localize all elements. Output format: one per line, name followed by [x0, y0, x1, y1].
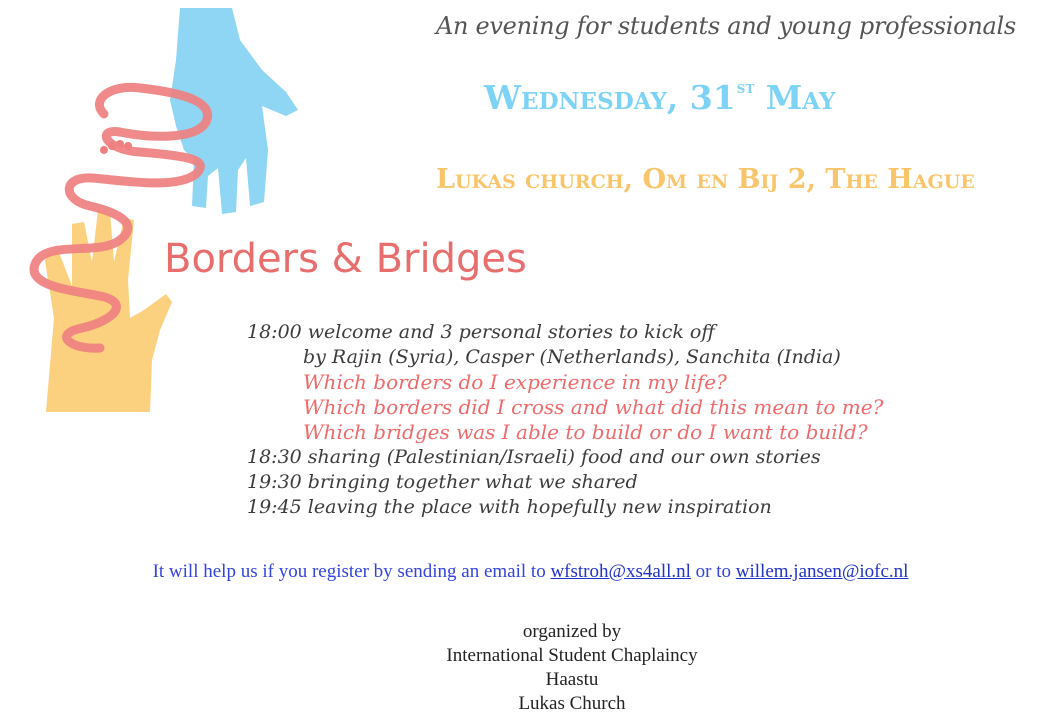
organizers-heading: organized by	[522, 621, 622, 642]
email-link-willem-jansen[interactable]: willem.jansen@iofc.nl	[735, 561, 909, 582]
program-line: 19:45 leaving the place with hopefully new inspiration	[247, 496, 772, 518]
event-location: Lukas church, Om en Bij 2, The Hague	[436, 164, 975, 195]
ribbon-dot-4	[124, 142, 132, 150]
ribbon-dot-1	[100, 146, 108, 154]
event-date-suffix: st	[736, 78, 755, 98]
organizer-name: Haastu	[545, 669, 599, 690]
program-line: 18:00 welcome and 3 personal stories to kick off	[247, 321, 715, 343]
program-line: 19:30 bringing together what we shared	[247, 471, 638, 493]
event-date-month: May	[754, 78, 836, 117]
event-tagline: An evening for students and young professionals	[436, 12, 1016, 40]
registration-text-before: It will help us if you register by sending an email to	[152, 561, 551, 582]
program-line: 18:30 sharing (Palestinian/Israeli) food and our own stories	[247, 446, 821, 468]
program-question: Which borders do I experience in my life?	[303, 370, 727, 394]
yellow-hand-shape	[44, 210, 172, 412]
organizer-name: International Student Chaplaincy	[446, 645, 698, 666]
blue-hand-shape	[170, 8, 298, 214]
program-line: by Rajin (Syria), Casper (Netherlands), Sanchita (India)	[303, 346, 841, 368]
organizer-name: Lukas Church	[518, 693, 626, 714]
logo-text: Borders & Bridges	[164, 236, 527, 282]
organizers-block	[392, 620, 752, 716]
registration-text-middle: or to	[690, 561, 736, 582]
event-date	[484, 78, 835, 117]
program-schedule	[247, 320, 1007, 520]
event-date-main: Wednesday, 31	[484, 78, 736, 117]
ribbon-dot-3	[116, 140, 124, 148]
program-question: Which bridges was I able to build or do I want to build?	[303, 420, 868, 444]
program-question: Which borders did I cross and what did this mean to me?	[303, 395, 884, 419]
registration-note	[0, 561, 1061, 583]
ribbon-dot-2	[108, 142, 116, 150]
email-link-wfstroh[interactable]: wfstroh@xs4all.nl	[550, 561, 691, 582]
